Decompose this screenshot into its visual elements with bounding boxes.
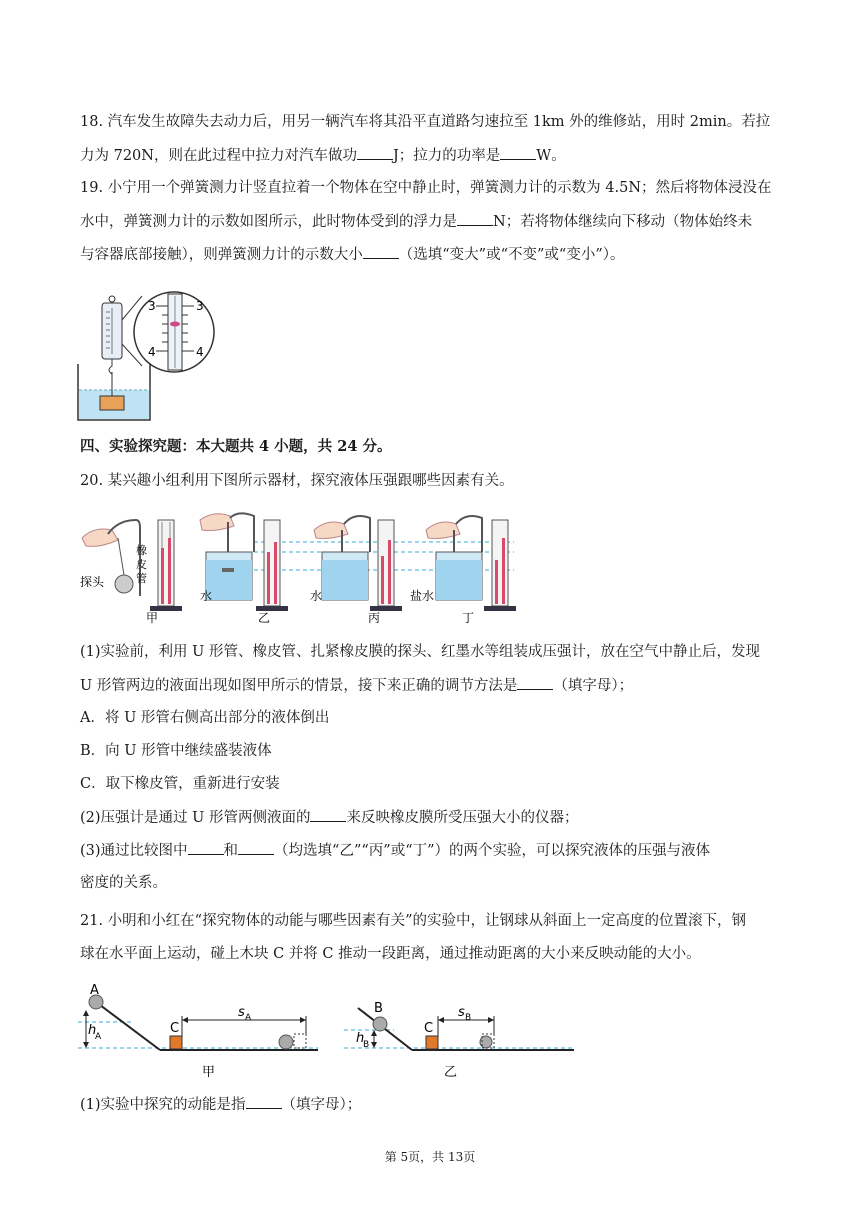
fig-label: 丁 [462, 611, 475, 624]
answer-blank[interactable] [310, 807, 346, 822]
fig-label: 管 [136, 572, 147, 585]
q19-line3: 与容器底部接触），则弹簧测力计的示数大小 （选填“变大”或“不变”或“变小”）。 [80, 244, 624, 265]
q19-line1: 19. 小宁用一个弹簧测力计竖直拉着一个物体在空中静止时，弹簧测力计的示数为 4.5N；然后将物体浸没在 [80, 180, 772, 196]
fig-label: A [95, 1032, 102, 1042]
fig-label: 探头 [80, 575, 105, 589]
q21-p1: (1)实验中探究的动能是指 （填字母）； [80, 1094, 361, 1115]
fig-label: A [245, 1013, 252, 1023]
q20-option-b: B．向 U 形管中继续盛装液体 [80, 743, 272, 759]
fig-label: 水 [200, 589, 213, 603]
fig-label: 盐水 [410, 589, 435, 603]
fig-label: s [458, 1005, 465, 1020]
q20-line1: 20. 某兴趣小组利用下图所示器材，探究液体压强跟哪些因素有关。 [80, 473, 514, 489]
fig-label: 甲 [146, 611, 159, 624]
answer-blank[interactable] [363, 244, 399, 259]
fig-label: C [170, 1021, 180, 1036]
section-heading: 四、实验探究题：本大题共 4 小题，共 24 分。 [80, 438, 392, 455]
apparatus-yi [200, 513, 288, 624]
q18-line2: 力为 720N，则在此过程中拉力对汽车做功 J；拉力的功率是 W。 [80, 145, 566, 166]
q20-p1-line1: (1)实验前，利用 U 形管、橡皮管、扎紧橡皮膜的探头、红墨水等组装成压强计，放在空气中静止后，发现 [80, 644, 760, 660]
answer-blank[interactable] [246, 1094, 282, 1109]
q20-p2: (2)压强计是通过 U 形管两侧液面的 来反映橡皮膜所受压强大小的仪器； [80, 807, 578, 828]
fig-label: 丙 [368, 611, 381, 624]
fig-label: 橡 [136, 544, 147, 557]
q20-p3-line2: 密度的关系。 [80, 875, 167, 891]
apparatus-jia [80, 520, 182, 624]
fig-label: B [374, 1001, 383, 1016]
fig-label: h [356, 1031, 365, 1046]
fig-label: 水 [310, 589, 323, 603]
pressure-gauge-figure [78, 508, 524, 624]
page-footer: 第 5页，共 13页 [384, 1150, 476, 1164]
q21-line1: 21. 小明和小红在“探究物体的动能与哪些因素有关”的实验中，让钢球从斜面上一定高度的位置滚下，钢 [80, 913, 746, 929]
scale-label: 3 [148, 299, 156, 313]
ramp-jia [78, 983, 318, 1080]
q20-option-a: A．将 U 形管右侧高出部分的液体倒出 [80, 710, 330, 726]
q20-p1-line2: U 形管两边的液面出现如图甲所示的情景，接下来正确的调节方法是 （填字母）； [80, 675, 633, 696]
q20-option-c: C．取下橡皮管，重新进行安装 [80, 776, 280, 792]
fig-label: h [88, 1023, 97, 1038]
scale-label: 4 [148, 345, 156, 359]
fig-label: B [363, 1040, 370, 1050]
ramp-yi [344, 1001, 574, 1080]
scale-label: 3 [196, 299, 204, 313]
fig-label: 甲 [202, 1065, 216, 1080]
q21-line2: 球在水平面上运动，碰上木块 C 并将 C 推动一段距离，通过推动距离的大小来反映动能的大小。 [80, 946, 701, 962]
q18-line1: 18. 汽车发生故障失去动力后，用另一辆汽车将其沿平直道路匀速拉至 1km 外的维修站，用时 2min。若拉 [80, 114, 771, 130]
fig-label: s [238, 1005, 245, 1020]
q19-line2: 水中，弹簧测力计的示数如图所示，此时物体受到的浮力是 N；若将物体继续向下移动（物体始终未 [80, 211, 752, 232]
fig-label: A [90, 983, 99, 998]
answer-blank[interactable] [500, 145, 536, 160]
apparatus-bing [310, 516, 402, 624]
fig-label: C [424, 1021, 434, 1036]
answer-blank[interactable] [357, 145, 393, 160]
fig-label: 皮 [136, 558, 147, 571]
kinetic-energy-figure [78, 980, 578, 1080]
scale-label: 4 [196, 345, 204, 359]
spring-scale-figure [76, 288, 216, 424]
fig-label: 乙 [444, 1065, 458, 1080]
answer-blank[interactable] [188, 840, 224, 855]
fig-label: B [465, 1013, 472, 1023]
answer-blank[interactable] [457, 211, 493, 226]
q20-p3: (3)通过比较图中 和 （均选填“乙”“丙”或“丁”）的两个实验，可以探究液体的压强与液体 [80, 840, 710, 861]
answer-blank[interactable] [238, 840, 274, 855]
fig-label: 乙 [258, 611, 271, 624]
answer-blank[interactable] [517, 675, 553, 690]
